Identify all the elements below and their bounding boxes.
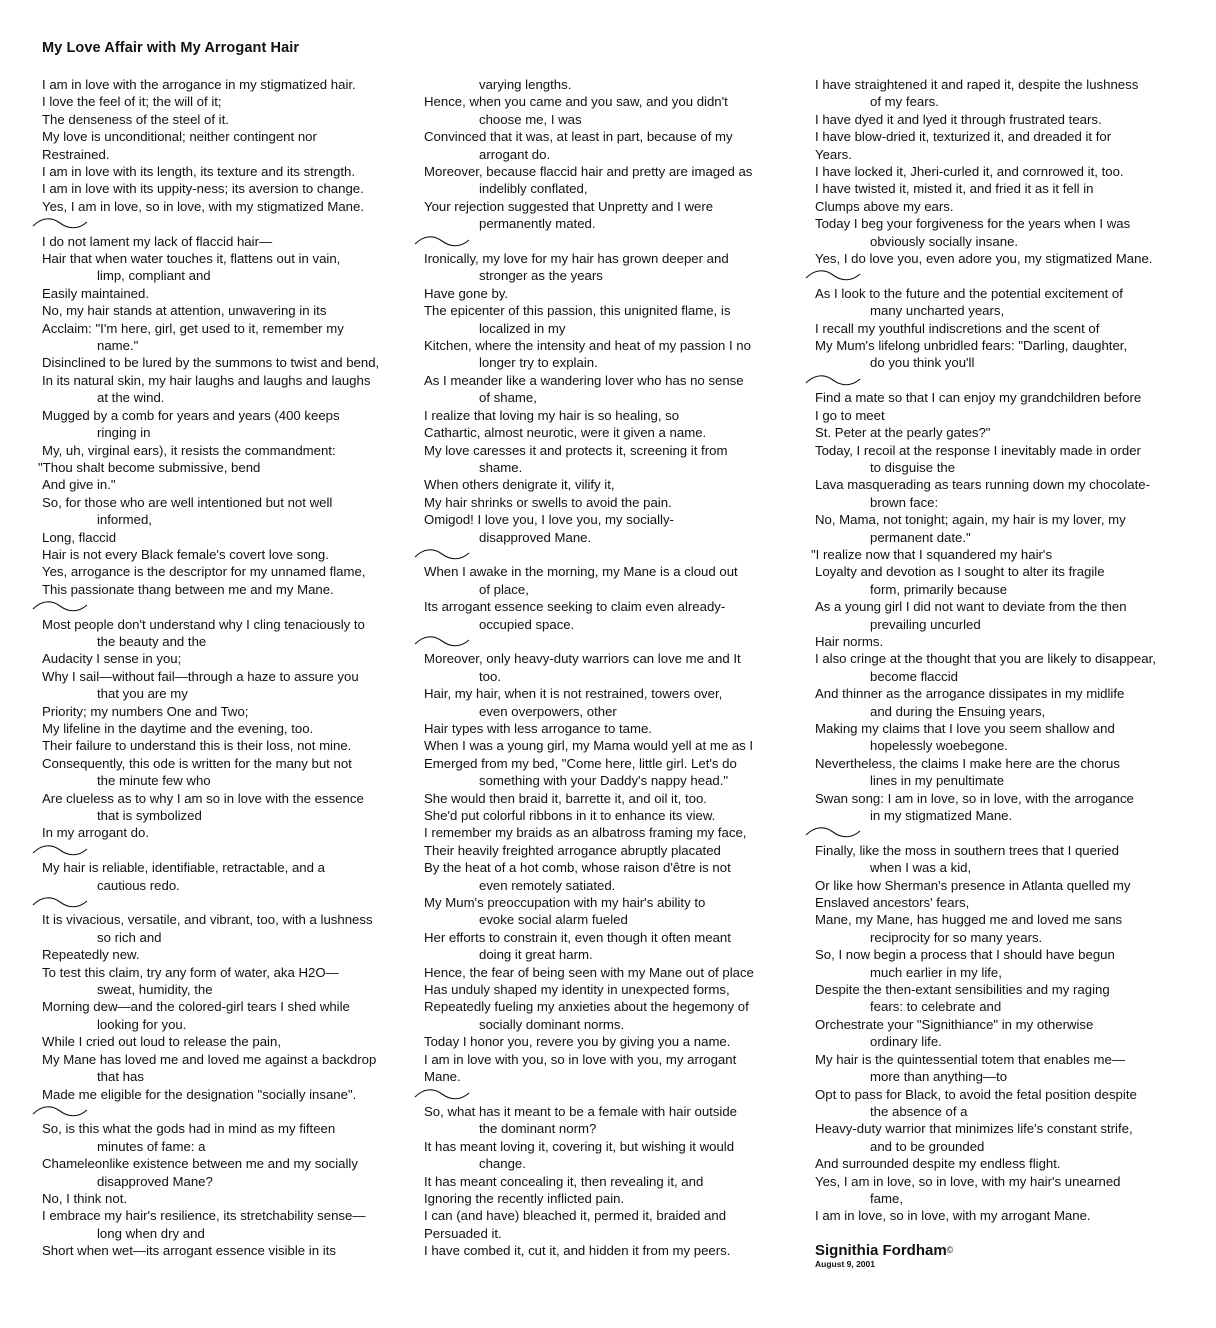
- poem-line: To test this claim, try any form of water, aka H2O—: [42, 964, 339, 980]
- stanza-divider-icon: [42, 215, 414, 232]
- poem-line: I remember my braids as an albatross framing my face,: [424, 825, 747, 841]
- poem-line: Restrained.: [42, 146, 110, 162]
- poem-line: My Mum's preoccupation with my hair's ability to: [424, 895, 706, 911]
- poem-line: Orchestrate your "Signithiance" in my otherwise: [815, 1016, 1094, 1032]
- poem-line: even overpowers, other: [479, 703, 617, 719]
- poem-line: obviously socially insane.: [870, 233, 1019, 249]
- poem-line: Moreover, because flaccid hair and pretty are imaged as: [424, 164, 753, 180]
- poem-line: ordinary life.: [870, 1034, 942, 1050]
- poem-line: Most people don't understand why I cling tenaciously to: [42, 616, 365, 632]
- poem-line: even remotely satiated.: [479, 877, 616, 893]
- poem-line: Hair types with less arrogance to tame.: [424, 720, 652, 736]
- poem-line: stronger as the years: [479, 268, 603, 284]
- poem-line: choose me, I was: [479, 111, 582, 127]
- poem-line: Yes, I do love you, even adore you, my stigmatized Mane.: [815, 251, 1153, 267]
- poem-line: While I cried out loud to release the pain,: [42, 1034, 281, 1050]
- poem-line: Yes, arrogance is the descriptor for my unnamed flame,: [42, 564, 366, 580]
- poem-line: It has meant loving it, covering it, but wishing it would: [424, 1138, 735, 1154]
- poem-line: socially dominant norms.: [479, 1016, 625, 1032]
- stanza-divider-icon: [42, 842, 414, 859]
- poem-line: Why I sail—without fail—through a haze to assure you: [42, 668, 359, 684]
- poem-line: Ironically, my love for my hair has grown deeper and: [424, 251, 729, 267]
- poem-line: Yes, I am in love, so in love, with my stigmatized Mane.: [42, 198, 365, 214]
- poem-line: the beauty and the: [97, 633, 207, 649]
- poem-line: I have straightened it and raped it, despite the lushness: [815, 77, 1139, 92]
- poem-line: No, my hair stands at attention, unwavering in its: [42, 303, 327, 319]
- poem-line: I am in love with its uppity-ness; its aversion to change.: [42, 181, 364, 197]
- poem-line: Hair, my hair, when it is not restrained, towers over,: [424, 686, 723, 702]
- poem-line: Consequently, this ode is written for the many but not: [42, 755, 352, 771]
- poem-line: Hence, the fear of being seen with my Mane out of place: [424, 964, 754, 980]
- poem-line: My hair is reliable, identifiable, retractable, and a: [42, 860, 325, 876]
- poem-line: many uncharted years,: [870, 303, 1005, 319]
- poem-line: that you are my: [97, 686, 188, 702]
- poem-line: Have gone by.: [424, 285, 509, 301]
- poem-line: "Thou shalt become submissive, bend: [38, 459, 261, 475]
- poem-line: of place,: [479, 581, 529, 597]
- poem-line: Lava masquerading as tears running down my chocolate-: [815, 477, 1151, 493]
- poem-line: something with your Daddy's nappy head.": [479, 773, 729, 789]
- poem-line: informed,: [97, 512, 152, 528]
- poem-line: that has: [97, 1069, 144, 1085]
- poem-line: disapproved Mane.: [479, 529, 592, 545]
- poem-line: Hair is not every Black female's covert love song.: [42, 546, 329, 562]
- poem-line: Mane.: [424, 1069, 461, 1085]
- stanza-divider-icon: [42, 598, 414, 615]
- poem-line: Convinced that it was, at least in part, because of my: [424, 129, 733, 145]
- poem-line: I have combed it, cut it, and hidden it from my peers.: [424, 1243, 731, 1259]
- poem-line: She would then braid it, barrette it, and oil it, too.: [424, 790, 707, 806]
- poem-line: Mugged by a comb for years and years (400 keeps: [42, 407, 340, 423]
- poem-line: when I was a kid,: [870, 860, 972, 876]
- poem-line: I am in love, so in love, with my arrogant Mane.: [815, 1208, 1091, 1224]
- poem-line: I also cringe at the thought that you are likely to disappear,: [815, 651, 1156, 667]
- poem-line: lines in my penultimate: [870, 773, 1005, 789]
- poem-line: Repeatedly fueling my anxieties about the hegemony of: [424, 999, 749, 1015]
- poem-line: I love the feel of it; the will of it;: [42, 94, 222, 110]
- poem-line: Priority; my numbers One and Two;: [42, 703, 249, 719]
- poem-line: fears: to celebrate and: [870, 999, 1002, 1015]
- poem-line: Clumps above my ears.: [815, 198, 954, 214]
- poem-line: form, primarily because: [870, 581, 1008, 597]
- poem-line: My love caresses it and protects it, screening it from: [424, 442, 728, 458]
- poem-line: I am in love with the arrogance in my stigmatized hair.: [42, 77, 356, 92]
- poem-line: of my fears.: [870, 94, 939, 110]
- poem-line: My hair is the quintessential totem that enables me—: [815, 1051, 1126, 1067]
- poem-line: My, uh, virginal ears), it resists the commandment:: [42, 442, 336, 458]
- stanza-divider-icon: [424, 233, 796, 250]
- poem-line: Loyalty and devotion as I sought to alter its fragile: [815, 564, 1105, 580]
- poem-line: the minute few who: [97, 773, 211, 789]
- poem-line: Yes, I am in love, so in love, with my hair's unearned: [815, 1173, 1121, 1189]
- poem-line: My hair shrinks or swells to avoid the pain.: [424, 494, 672, 510]
- poem-line: Hair that when water touches it, flattens out in vain,: [42, 251, 341, 267]
- stanza-divider-icon: [424, 633, 796, 650]
- poem-line: "I realize now that I squandered my hair's: [811, 546, 1053, 562]
- poem-line: ringing in: [97, 425, 151, 441]
- poem-line: Today, I recoil at the response I inevitably made in order: [815, 442, 1141, 458]
- poem-line: Or like how Sherman's presence in Atlanta quelled my: [815, 877, 1131, 893]
- poem-line: St. Peter at the pearly gates?": [815, 425, 991, 441]
- poem-column-3: [811, 76, 1175, 1225]
- poem-line: Omigod! I love you, I love you, my socially-: [424, 512, 674, 528]
- poem-line: Opt to pass for Black, to avoid the fetal position despite: [815, 1086, 1137, 1102]
- poem-line: My love is unconditional; neither contingent nor: [42, 129, 317, 145]
- poem-line: evoke social alarm fueled: [479, 912, 628, 928]
- poem-line: In my arrogant do.: [42, 825, 150, 841]
- poem-line: Today I beg your forgiveness for the years when I was: [815, 216, 1131, 232]
- poem-line: Morning dew—and the colored-girl tears I shed while: [42, 999, 350, 1015]
- poem-line: hopelessly woebegone.: [870, 738, 1008, 754]
- poem-line: As a young girl I did not want to deviate from the then: [815, 599, 1127, 615]
- poem-line: I have dyed it and lyed it through frustrated tears.: [815, 111, 1102, 127]
- poem-line: And thinner as the arrogance dissipates in my midlife: [815, 686, 1125, 702]
- poem-line: Finally, like the moss in southern trees that I queried: [815, 842, 1119, 858]
- poem-line: to disguise the: [870, 459, 956, 475]
- poem-line: Her efforts to constrain it, even though it often meant: [424, 929, 731, 945]
- poem-line: Kitchen, where the intensity and heat of my passion I no: [424, 338, 751, 354]
- poem-line: Hence, when you came and you saw, and you didn't: [424, 94, 728, 110]
- poem-line: Your rejection suggested that Unpretty and I were: [424, 198, 714, 214]
- poem-line: Ignoring the recently inflicted pain.: [424, 1190, 625, 1206]
- stanza-divider-icon: [42, 1103, 414, 1120]
- poem-line: I recall my youthful indiscretions and the scent of: [815, 320, 1100, 336]
- poem-line: And surrounded despite my endless flight.: [815, 1156, 1061, 1172]
- poem-line: My Mane has loved me and loved me against a backdrop: [42, 1051, 377, 1067]
- poem-line: disapproved Mane?: [97, 1173, 213, 1189]
- poem-line: I am in love with its length, its texture and its strength.: [42, 164, 355, 180]
- poem-line: She'd put colorful ribbons in it to enhance its view.: [424, 808, 716, 824]
- poem-line: Made me eligible for the designation "socially insane".: [42, 1086, 357, 1102]
- poem-line: and to be grounded: [870, 1138, 985, 1154]
- poem-line: permanent date.": [870, 529, 971, 545]
- poem-line: So, for those who are well intentioned but not well: [42, 494, 333, 510]
- poem-line: Easily maintained.: [42, 285, 150, 301]
- poem-line: Audacity I sense in you;: [42, 651, 182, 667]
- poem-title: My Love Affair with My Arrogant Hair: [42, 40, 300, 56]
- stanza-divider-icon: [424, 1086, 796, 1103]
- stanza-divider-icon: [815, 372, 1175, 389]
- poem-line: I have locked it, Jheri-curled it, and cornrowed it, too.: [815, 164, 1124, 180]
- poem-line: occupied space.: [479, 616, 575, 632]
- poem-line: Their failure to understand this is their loss, not mine.: [42, 738, 352, 754]
- poem-line: and during the Ensuing years,: [870, 703, 1046, 719]
- poem-line: When others denigrate it, vilify it,: [424, 477, 615, 493]
- poem-line: I go to meet: [815, 407, 885, 423]
- poem-line: Repeatedly new.: [42, 947, 140, 963]
- poem-line: Long, flaccid: [42, 529, 117, 545]
- poem-line: As I meander like a wandering lover who has no sense: [424, 372, 744, 388]
- poem-line: I realize that loving my hair is so healing, so: [424, 407, 680, 423]
- stanza-divider-icon: [815, 824, 1175, 841]
- poem-date: August 9, 2001: [815, 1259, 875, 1269]
- poem-line: long when dry and: [97, 1225, 205, 1241]
- poem-line: Nevertheless, the claims I make here are the chorus: [815, 755, 1120, 771]
- poem-line: Years.: [815, 146, 852, 162]
- poem-line: Enslaved ancestors' fears,: [815, 895, 970, 911]
- poem-line: at the wind.: [97, 390, 165, 406]
- poem-line: in my stigmatized Mane.: [870, 808, 1013, 824]
- poem-line: that is symbolized: [97, 808, 202, 824]
- poem-line: permanently mated.: [479, 216, 596, 232]
- poem-line: By the heat of a hot comb, whose raison d'être is not: [424, 860, 731, 876]
- poem-line: change.: [479, 1156, 526, 1172]
- copyright-mark: ©: [946, 1245, 954, 1255]
- poem-line: Find a mate so that I can enjoy my grandchildren before: [815, 390, 1142, 406]
- poem-line: My Mum's lifelong unbridled fears: "Darling, daughter,: [815, 338, 1128, 354]
- signature-block: [815, 1242, 953, 1269]
- poem-line: So, I now begin a process that I should have begun: [815, 947, 1115, 963]
- poem-line: prevailing uncurled: [870, 616, 981, 632]
- poem-line: Swan song: I am in love, so in love, with the arrogance: [815, 790, 1134, 806]
- poem-line: Hair norms.: [815, 633, 884, 649]
- author-name: Signithia Fordham: [815, 1242, 947, 1259]
- poem-line: Its arrogant essence seeking to claim even already-: [424, 599, 726, 615]
- poem-line: Acclaim: "I'm here, girl, get used to it, remember my: [42, 320, 344, 336]
- poem-line: limp, compliant and: [97, 268, 211, 284]
- poem-line: the dominant norm?: [479, 1121, 597, 1137]
- poem-line: Chameleonlike existence between me and my socially: [42, 1156, 358, 1172]
- poem-line: become flaccid: [870, 668, 958, 684]
- poem-line: And give in.": [42, 477, 116, 493]
- poem-line: Disinclined to be lured by the summons to twist and bend,: [42, 355, 380, 371]
- poem-line: much earlier in my life,: [870, 964, 1002, 980]
- poem-line: Today I honor you, revere you by giving you a name.: [424, 1034, 731, 1050]
- poem-line: longer try to explain.: [479, 355, 598, 371]
- poem-line: of shame,: [479, 390, 537, 406]
- poem-line: more than anything—to: [870, 1069, 1008, 1085]
- poem-line: doing it great harm.: [479, 947, 593, 963]
- poem-line: minutes of fame: a: [97, 1138, 206, 1154]
- poem-line: varying lengths.: [479, 77, 572, 92]
- poem-line: brown face:: [870, 494, 939, 510]
- poem-line: looking for you.: [97, 1016, 187, 1032]
- poem-line: No, I think not.: [42, 1190, 128, 1206]
- poem-line: localized in my: [479, 320, 566, 336]
- poem-line: do you think you'll: [870, 355, 975, 371]
- poem-line: Cathartic, almost neurotic, were it given a name.: [424, 425, 707, 441]
- poem-line: As I look to the future and the potential excitement of: [815, 285, 1123, 301]
- poem-line: reciprocity for so many years.: [870, 929, 1043, 945]
- poem-line: Short when wet—its arrogant essence visible in its: [42, 1243, 336, 1259]
- poem-line: No, Mama, not tonight; again, my hair is my lover, my: [815, 512, 1126, 528]
- poem-line: arrogant do.: [479, 146, 551, 162]
- poem-line: Moreover, only heavy-duty warriors can love me and It: [424, 651, 741, 667]
- poem-line: Mane, my Mane, has hugged me and loved me sans: [815, 912, 1123, 928]
- poem-line: Despite the then-extant sensibilities and my raging: [815, 982, 1110, 998]
- poem-line: too.: [479, 668, 501, 684]
- poem-line: sweat, humidity, the: [97, 982, 213, 998]
- poem-line: So, is this what the gods had in mind as my fifteen: [42, 1121, 336, 1137]
- poem-line: Emerged from my bed, "Come here, little girl. Let's do: [424, 755, 737, 771]
- poem-line: This passionate thang between me and my Mane.: [42, 581, 334, 597]
- poem-line: cautious redo.: [97, 877, 180, 893]
- poem-line: So, what has it meant to be a female with hair outside: [424, 1103, 738, 1119]
- poem-line: It is vivacious, versatile, and vibrant, too, with a lushness: [42, 912, 373, 928]
- poem-line: Has unduly shaped my identity in unexpected forms,: [424, 982, 730, 998]
- poem-line: My lifeline in the daytime and the evening, too.: [42, 721, 314, 736]
- poem-line: The epicenter of this passion, this unignited flame, is: [424, 303, 731, 319]
- poem-line: I have twisted it, misted it, and fried it as it fell in: [815, 181, 1094, 197]
- poem-line: shame.: [479, 459, 523, 475]
- poem-line: fame,: [870, 1190, 903, 1206]
- poem-column-1: [38, 76, 414, 1260]
- poem-line: indelibly conflated,: [479, 181, 588, 197]
- poem-line: I am in love with you, so in love with you, my arrogant: [424, 1051, 737, 1067]
- poem-line: The denseness of the steel of it.: [42, 111, 229, 127]
- poem-line: so rich and: [97, 929, 162, 945]
- stanza-divider-icon: [815, 267, 1175, 284]
- poem-line: When I was a young girl, my Mama would yell at me as I: [424, 738, 754, 754]
- poem-line: I do not lament my lack of flaccid hair—: [42, 233, 273, 249]
- poem-line: In its natural skin, my hair laughs and laughs and laughs: [42, 372, 371, 388]
- stanza-divider-icon: [42, 894, 414, 911]
- poem-line: It has meant concealing it, then revealing it, and: [424, 1173, 704, 1189]
- poem-line: the absence of a: [870, 1103, 968, 1119]
- poem-line: I have blow-dried it, texturized it, and dreaded it for: [815, 129, 1112, 145]
- poem-line: I embrace my hair's resilience, its stretchability sense—: [42, 1208, 366, 1224]
- poem-line: name.": [97, 338, 139, 354]
- poem-line: Are clueless as to why I am so in love with the essence: [42, 790, 364, 806]
- poem-line: Persuaded it.: [424, 1225, 502, 1241]
- poem-line: Their heavily freighted arrogance abruptly placated: [424, 842, 721, 858]
- poem-column-2: [424, 76, 796, 1260]
- poem-line: Making my claims that I love you seem shallow and: [815, 721, 1115, 736]
- stanza-divider-icon: [424, 546, 796, 563]
- poem-line: I can (and have) bleached it, permed it, braided and: [424, 1208, 727, 1224]
- poem-line: Heavy-duty warrior that minimizes life's constant strife,: [815, 1121, 1133, 1137]
- poem-line: When I awake in the morning, my Mane is a cloud out: [424, 564, 738, 580]
